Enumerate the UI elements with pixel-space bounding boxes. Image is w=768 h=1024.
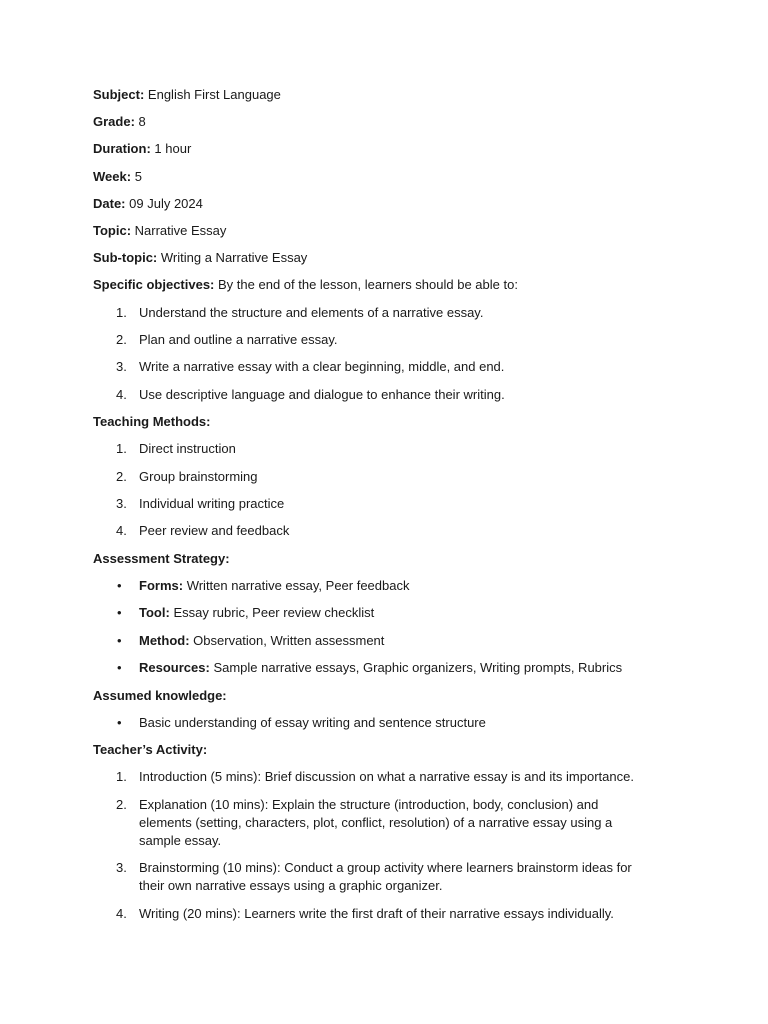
duration-field	[93, 140, 693, 167]
list-item	[93, 331, 693, 358]
topic-field	[93, 222, 693, 249]
grade-field	[93, 113, 693, 140]
list-item-text-line: elements (setting, characters, plot, conflict, resolution) of a narrative essay using a	[139, 814, 613, 830]
list-item-text: Direct instruction	[139, 441, 236, 457]
list-item-text	[139, 577, 693, 595]
list-item-text: Individual writing practice	[139, 496, 285, 512]
week-label: Week:	[93, 168, 132, 184]
duration-value: 1 hour	[154, 141, 192, 157]
subject-field	[93, 86, 693, 113]
list-item-text	[139, 604, 693, 622]
grade-value: 8	[138, 114, 146, 130]
week-value: 5	[134, 168, 142, 184]
list-number: 4.	[116, 905, 127, 921]
topic-label: Topic:	[93, 222, 132, 238]
method-value: Observation, Written assessment	[193, 632, 385, 648]
objectives-list	[93, 304, 693, 414]
list-item	[93, 632, 693, 659]
bullet-icon: •	[117, 578, 122, 593]
list-item-text: Group brainstorming	[139, 468, 258, 484]
assessment-heading: Assessment Strategy:	[93, 550, 230, 566]
forms-value: Written narrative essay, Peer feedback	[186, 578, 410, 593]
activity-heading: Teacher’s Activity:	[93, 742, 208, 758]
tool-value: Essay rubric, Peer review checklist	[173, 605, 375, 621]
list-item	[93, 468, 693, 495]
bullet-icon: •	[117, 660, 122, 676]
bullet-icon: •	[117, 714, 122, 730]
list-item-text: Introduction (5 mins): Brief discussion on what a narrative essay is and its importance.	[139, 769, 634, 785]
list-item-text: Understand the structure and elements of a narrative essay.	[139, 304, 484, 320]
list-item-text-line: their own narrative essays using a graphic organizer.	[139, 877, 443, 893]
list-item	[93, 358, 693, 385]
list-item-text: Basic understanding of essay writing and sentence structure	[139, 714, 486, 730]
objectives-intro: By the end of the lesson, learners should be able to:	[218, 277, 518, 293]
subtopic-label: Sub-topic:	[93, 250, 158, 266]
objectives-field	[93, 276, 693, 303]
list-item-text	[139, 632, 693, 650]
duration-label: Duration:	[93, 141, 151, 157]
topic-value: Narrative Essay	[134, 222, 227, 238]
knowledge-list	[93, 714, 693, 741]
list-number: 1.	[116, 304, 127, 320]
list-number: 2.	[116, 796, 127, 812]
subtopic-value: Writing a Narrative Essay	[160, 250, 308, 266]
list-item	[93, 659, 693, 686]
list-item	[93, 440, 693, 467]
list-item	[93, 304, 693, 331]
methods-heading: Teaching Methods:	[93, 414, 211, 430]
list-item	[93, 386, 693, 413]
list-item	[93, 604, 693, 631]
date-value: 09 July 2024	[129, 195, 203, 211]
list-number: 3.	[116, 496, 127, 512]
list-item-text-line: Explanation (10 mins): Explain the structure (introduction, body, conclusion) and	[139, 796, 599, 812]
list-item-text-line: sample essay.	[139, 832, 222, 848]
list-item	[93, 577, 693, 604]
list-item	[93, 522, 693, 549]
list-number: 3.	[116, 859, 127, 875]
list-number: 2.	[116, 331, 127, 347]
date-label: Date:	[93, 195, 126, 211]
tool-label: Tool:	[139, 605, 170, 621]
list-item-text: Write a narrative essay with a clear beginning, middle, and end.	[139, 359, 505, 375]
knowledge-heading: Assumed knowledge:	[93, 687, 227, 703]
list-item-text-line: Brainstorming (10 mins): Conduct a group activity where learners brainstorm ideas for	[139, 859, 632, 875]
list-item	[93, 714, 693, 741]
list-number: 4.	[116, 523, 127, 539]
list-item	[93, 796, 693, 850]
grade-label: Grade:	[93, 114, 135, 130]
method-label: Method:	[139, 632, 190, 648]
bullet-icon: •	[117, 605, 122, 621]
list-number: 2.	[116, 468, 127, 484]
subject-label: Subject:	[93, 87, 145, 102]
list-item	[93, 768, 693, 795]
list-item	[93, 905, 693, 932]
assessment-list	[93, 577, 693, 687]
list-item-text: Writing (20 mins): Learners write the first draft of their narrative essays individually.	[139, 905, 614, 921]
bullet-icon: •	[117, 632, 122, 648]
list-number: 1.	[116, 769, 127, 785]
resources-label: Resources:	[139, 660, 210, 676]
activity-list	[93, 768, 693, 932]
subtopic-field	[93, 249, 693, 276]
objectives-label: Specific objectives:	[93, 277, 215, 293]
list-number: 1.	[116, 441, 127, 457]
list-number: 4.	[116, 386, 127, 402]
week-field	[93, 168, 693, 195]
list-item-text	[139, 659, 693, 677]
list-item-text: Plan and outline a narrative essay.	[139, 331, 338, 347]
methods-list	[93, 440, 693, 550]
list-item-text: Peer review and feedback	[139, 523, 290, 539]
date-field	[93, 195, 693, 222]
forms-label: Forms:	[139, 578, 184, 593]
list-number: 3.	[116, 359, 127, 375]
list-item-text: Use descriptive language and dialogue to enhance their writing.	[139, 386, 505, 402]
lesson-plan-page	[93, 86, 693, 932]
subject-value: English First Language	[147, 87, 281, 102]
list-item	[93, 495, 693, 522]
resources-value: Sample narrative essays, Graphic organizers, Writing prompts, Rubrics	[213, 660, 623, 676]
list-item	[93, 859, 693, 896]
